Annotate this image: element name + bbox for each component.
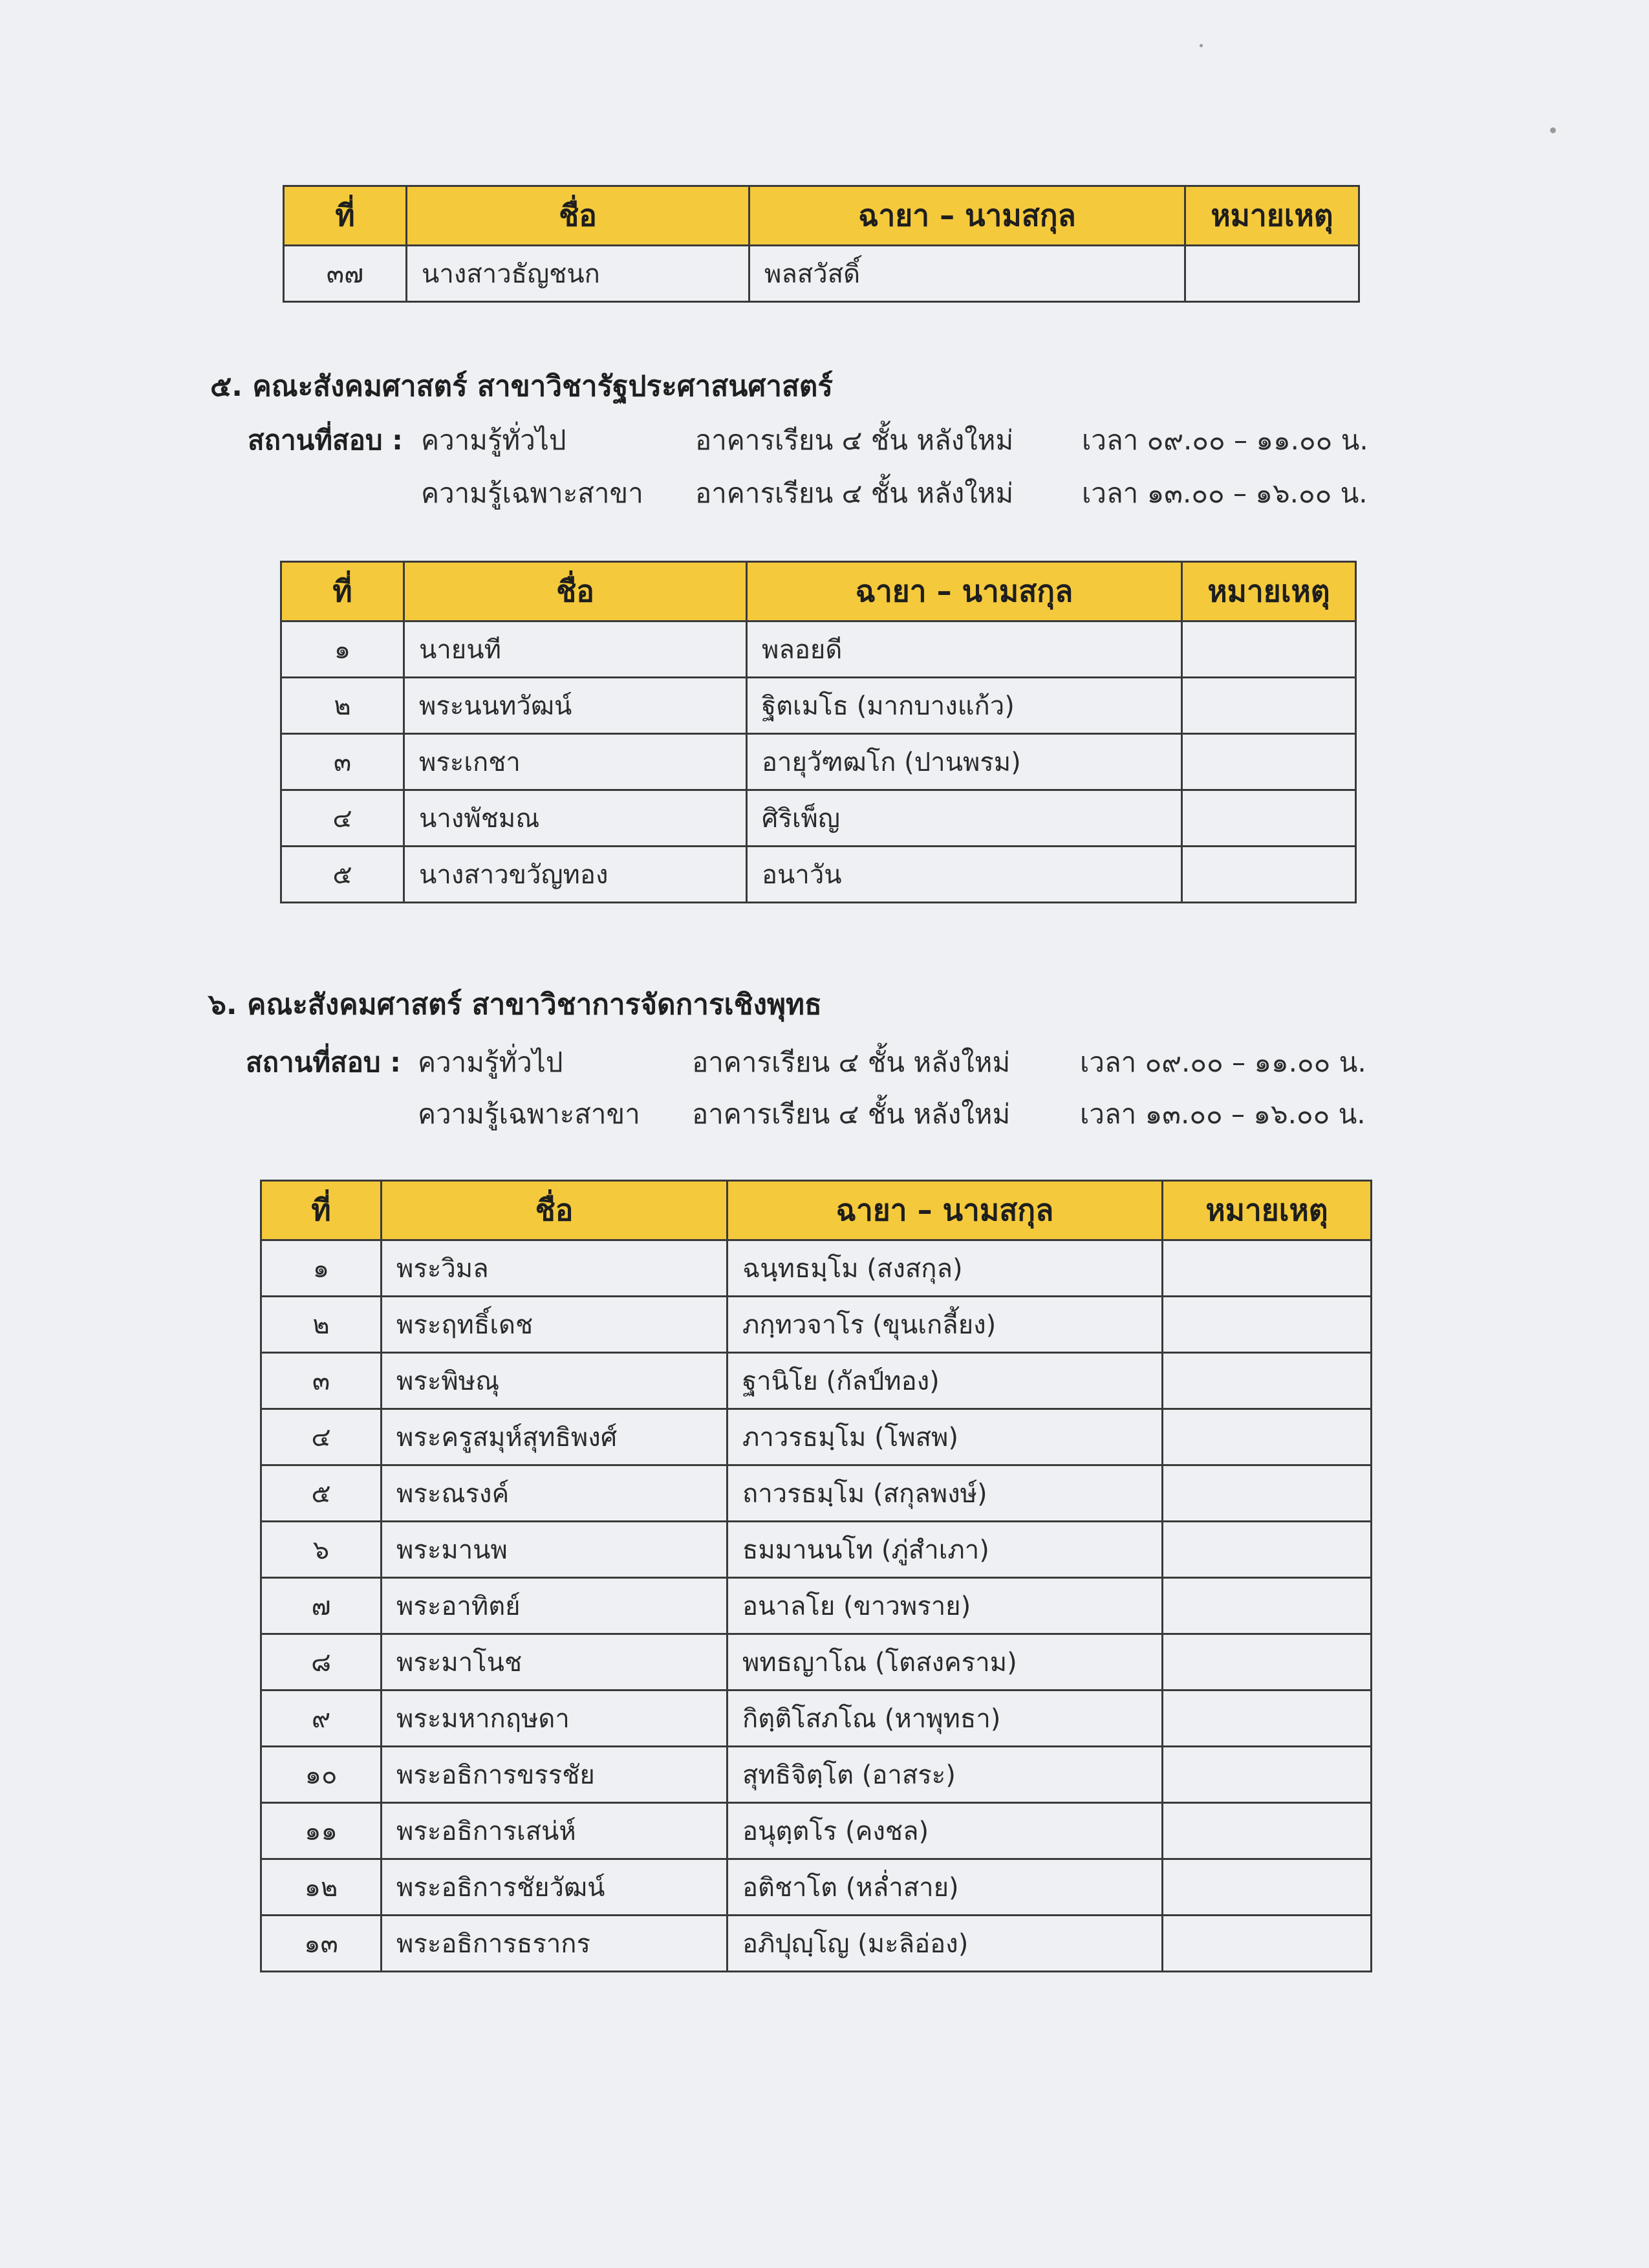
session-place: อาคารเรียน ๔ ชั้น หลังใหม่ <box>692 1046 1011 1078</box>
row-name: นางสาวขวัญทอง <box>404 847 747 903</box>
row-number: ๖ <box>261 1522 382 1578</box>
session-place: อาคารเรียน ๔ ชั้น หลังใหม่ <box>695 424 1014 456</box>
table-row <box>284 246 1359 302</box>
table-row <box>261 1522 1372 1578</box>
table-header-row <box>261 1181 1372 1240</box>
row-name: พระอธิการขรรชัย <box>382 1747 727 1803</box>
row-surname: อติชาโต (หล่ำสาย) <box>727 1859 1163 1916</box>
row-name: พระเกชา <box>404 734 747 790</box>
scan-speck <box>1200 44 1203 47</box>
row-name: นางพัชมณ <box>404 790 747 847</box>
row-name: พระอธิการเสน่ห์ <box>382 1803 727 1859</box>
col-header-remark: หมายเหตุ <box>1185 186 1359 246</box>
col-header-no: ที่ <box>284 186 407 246</box>
table-row <box>261 1690 1372 1747</box>
col-header-surname: ฉายา – นามสกุล <box>749 186 1185 246</box>
row-remark <box>1182 678 1356 734</box>
row-remark <box>1163 1465 1372 1522</box>
row-number: ๘ <box>261 1634 382 1690</box>
table-top <box>283 185 1360 303</box>
row-remark <box>1185 246 1359 302</box>
row-name: นายนที <box>404 621 747 678</box>
row-number: ๔ <box>281 790 404 847</box>
row-number: ๗ <box>261 1578 382 1634</box>
row-surname: อายุวัฑฒโก (ปานพรม) <box>747 734 1182 790</box>
table-section-5 <box>280 561 1357 903</box>
row-surname: อภิปุญฺโญ (มะลิอ่อง) <box>727 1916 1163 1972</box>
table-section-6 <box>260 1180 1372 1972</box>
table-row <box>261 1353 1372 1409</box>
row-remark <box>1182 847 1356 903</box>
table-row <box>261 1297 1372 1353</box>
row-remark <box>1182 734 1356 790</box>
row-remark <box>1163 1859 1372 1916</box>
row-number: ๑ <box>281 621 404 678</box>
row-number: ๕ <box>261 1465 382 1522</box>
table-row <box>261 1747 1372 1803</box>
row-surname: ถาวรธมฺโม (สกุลพงษ์) <box>727 1465 1163 1522</box>
row-name: พระอธิการชัยวัฒน์ <box>382 1859 727 1916</box>
row-number: ๓๗ <box>284 246 407 302</box>
col-header-no: ที่ <box>281 562 404 621</box>
row-remark <box>1163 1240 1372 1297</box>
session-place: อาคารเรียน ๔ ชั้น หลังใหม่ <box>692 1098 1011 1130</box>
session-subject: ความรู้เฉพาะสาขา <box>421 477 643 509</box>
table-header-row <box>281 562 1356 621</box>
row-number: ๒ <box>281 678 404 734</box>
section-6-heading: ๖. คณะสังคมศาสตร์ สาขาวิชาการจัดการเชิงพุทธ <box>208 988 822 1021</box>
row-name: พระครูสมุห์สุทธิพงศ์ <box>382 1409 727 1465</box>
row-name: พระอาทิตย์ <box>382 1578 727 1634</box>
row-name: พระมาโนช <box>382 1634 727 1690</box>
row-remark <box>1163 1522 1372 1578</box>
row-remark <box>1163 1916 1372 1972</box>
col-header-no: ที่ <box>261 1181 382 1240</box>
table-row <box>281 734 1356 790</box>
venue-label: สถานที่สอบ : <box>248 424 403 456</box>
row-name: พระมานพ <box>382 1522 727 1578</box>
row-name: พระณรงค์ <box>382 1465 727 1522</box>
row-name: พระอธิการธรากร <box>382 1916 727 1972</box>
venue-label: สถานที่สอบ : <box>246 1046 401 1078</box>
row-remark <box>1163 1747 1372 1803</box>
table-row <box>281 621 1356 678</box>
table-row <box>261 1916 1372 1972</box>
row-number: ๕ <box>281 847 404 903</box>
row-surname: อนุตฺตโร (คงชล) <box>727 1803 1163 1859</box>
row-surname: ฐานิโย (กัลป์ทอง) <box>727 1353 1163 1409</box>
table-row <box>261 1859 1372 1916</box>
table-row <box>261 1634 1372 1690</box>
session-place: อาคารเรียน ๔ ชั้น หลังใหม่ <box>695 477 1014 509</box>
row-surname: ฉนฺทธมฺโม (สงสกุล) <box>727 1240 1163 1297</box>
row-surname: สุทธิจิตฺโต (อาสระ) <box>727 1747 1163 1803</box>
session-time: เวลา ๐๙.๐๐ – ๑๑.๐๐ น. <box>1080 1046 1366 1078</box>
row-surname: ฐิตเมโธ (มากบางแก้ว) <box>747 678 1182 734</box>
table-row <box>261 1465 1372 1522</box>
row-remark <box>1163 1409 1372 1465</box>
row-name: พระมหากฤษดา <box>382 1690 727 1747</box>
col-header-name: ชื่อ <box>382 1181 727 1240</box>
row-number: ๔ <box>261 1409 382 1465</box>
row-surname: ศิริเพ็ญ <box>747 790 1182 847</box>
row-surname: กิตฺติโสภโณ (หาพุทธา) <box>727 1690 1163 1747</box>
col-header-name: ชื่อ <box>407 186 749 246</box>
row-surname: พลอยดี <box>747 621 1182 678</box>
row-number: ๒ <box>261 1297 382 1353</box>
row-name: พระพิษณุ <box>382 1353 727 1409</box>
row-number: ๑๐ <box>261 1747 382 1803</box>
row-remark <box>1182 621 1356 678</box>
section-5-heading: ๕. คณะสังคมศาสตร์ สาขาวิชารัฐประศาสนศาสตร์ <box>210 370 834 403</box>
row-name: พระวิมล <box>382 1240 727 1297</box>
col-header-remark: หมายเหตุ <box>1163 1181 1372 1240</box>
row-number: ๓ <box>281 734 404 790</box>
col-header-surname: ฉายา – นามสกุล <box>747 562 1182 621</box>
row-surname: อนาวัน <box>747 847 1182 903</box>
table-row <box>281 678 1356 734</box>
row-number: ๓ <box>261 1353 382 1409</box>
row-remark <box>1163 1353 1372 1409</box>
row-surname: พลสวัสดิ์ <box>749 246 1185 302</box>
table-row <box>261 1240 1372 1297</box>
table-header-row <box>284 186 1359 246</box>
session-time: เวลา ๑๓.๐๐ – ๑๖.๐๐ น. <box>1082 477 1368 509</box>
row-number: ๑๓ <box>261 1916 382 1972</box>
table-row <box>261 1409 1372 1465</box>
session-time: เวลา ๑๓.๐๐ – ๑๖.๐๐ น. <box>1080 1098 1366 1130</box>
row-name: พระฤทธิ์เดช <box>382 1297 727 1353</box>
scan-speck <box>1550 127 1556 133</box>
row-number: ๙ <box>261 1690 382 1747</box>
session-subject: ความรู้เฉพาะสาขา <box>418 1098 640 1130</box>
row-surname: ภกฺทวจาโร (ขุนเกลี้ยง) <box>727 1297 1163 1353</box>
col-header-name: ชื่อ <box>404 562 747 621</box>
row-remark <box>1163 1578 1372 1634</box>
row-remark <box>1163 1690 1372 1747</box>
row-number: ๑๒ <box>261 1859 382 1916</box>
row-number: ๑ <box>261 1240 382 1297</box>
row-name: พระนนทวัฒน์ <box>404 678 747 734</box>
row-surname: ภาวรธมฺโม (โพสพ) <box>727 1409 1163 1465</box>
row-remark <box>1182 790 1356 847</box>
table-row <box>281 847 1356 903</box>
table-row <box>281 790 1356 847</box>
session-subject: ความรู้ทั่วไป <box>418 1046 563 1078</box>
session-subject: ความรู้ทั่วไป <box>421 424 566 456</box>
col-header-surname: ฉายา – นามสกุล <box>727 1181 1163 1240</box>
row-surname: พทธญาโณ (โตสงคราม) <box>727 1634 1163 1690</box>
row-remark <box>1163 1297 1372 1353</box>
row-remark <box>1163 1634 1372 1690</box>
table-row <box>261 1803 1372 1859</box>
row-number: ๑๑ <box>261 1803 382 1859</box>
table-row <box>261 1578 1372 1634</box>
session-time: เวลา ๐๙.๐๐ – ๑๑.๐๐ น. <box>1082 424 1368 456</box>
row-surname: ธมมานนโท (ภู่สำเภา) <box>727 1522 1163 1578</box>
row-name: นางสาวธัญชนก <box>407 246 749 302</box>
row-remark <box>1163 1803 1372 1859</box>
row-surname: อนาลโย (ขาวพราย) <box>727 1578 1163 1634</box>
col-header-remark: หมายเหตุ <box>1182 562 1356 621</box>
